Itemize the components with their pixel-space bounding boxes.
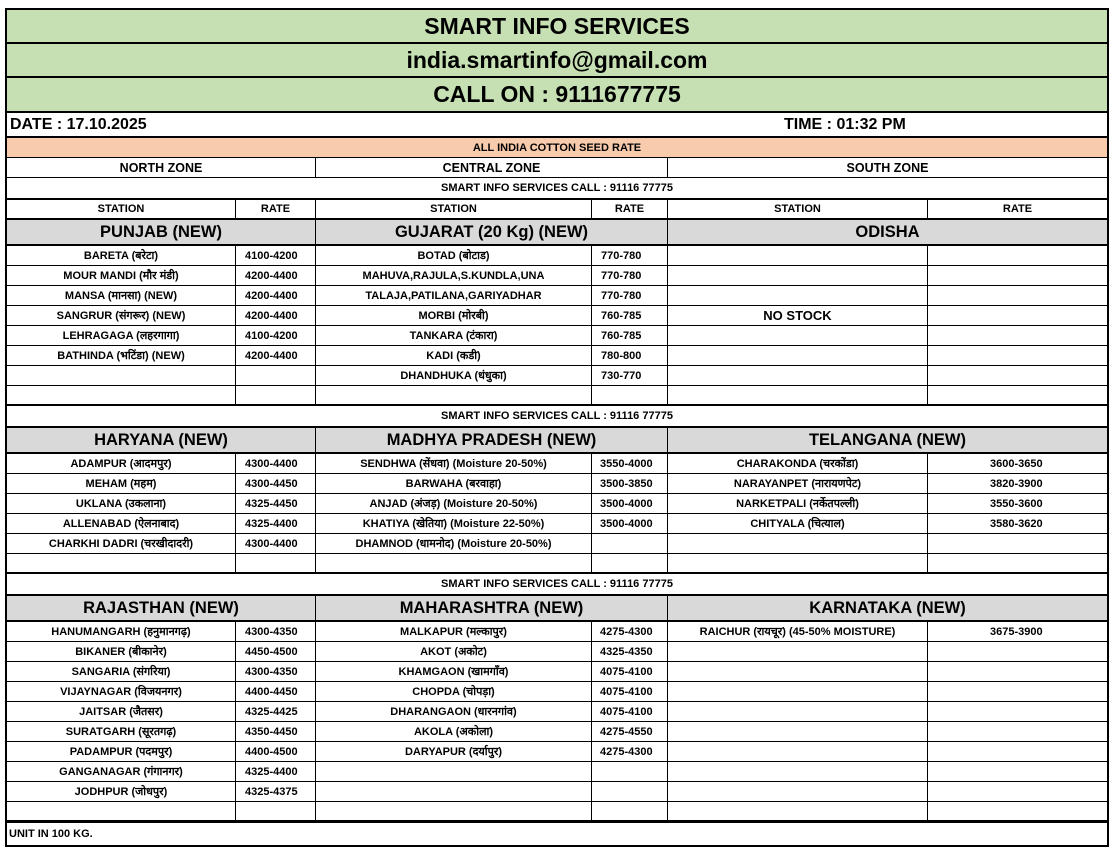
central-station-cell: DARYAPUR (दर्यापुर) [316,742,592,761]
unit-note: UNIT IN 100 KG. [7,822,1107,845]
state-name: MADHYA PRADESH (NEW) [316,428,668,452]
south-rate-cell [928,326,1107,345]
central-station-cell [316,554,592,572]
south-rate-cell [928,266,1107,285]
central-station-cell: SENDHWA (सेंधवा) (Moisture 20-50%) [316,454,592,473]
central-rate-cell [592,802,668,820]
table-row [7,782,1107,802]
north-rate-cell: 4325-4400 [236,762,316,781]
north-rate-cell: 4325-4425 [236,702,316,721]
north-station-cell: MEHAM (महम) [7,474,236,493]
south-station-cell [668,742,928,761]
call-number: CALL ON : 9111677775 [7,78,1107,113]
south-rate-cell [928,702,1107,721]
north-rate-cell: 4325-4400 [236,514,316,533]
table-row [7,246,1107,266]
north-rate-cell: 4325-4450 [236,494,316,513]
north-rate-cell: 4325-4375 [236,782,316,801]
north-station-cell [7,386,236,404]
state-name: RAJASTHAN (NEW) [7,596,316,620]
table-row [7,326,1107,346]
north-rate-cell: 4350-4450 [236,722,316,741]
north-rate-cell: 4400-4450 [236,682,316,701]
central-station-cell [316,802,592,820]
north-rate-cell: 4100-4200 [236,246,316,265]
central-rate-cell: 770-780 [592,286,668,305]
call-banner: SMART INFO SERVICES CALL : 91116 77775 [7,178,1107,200]
central-rate-cell: 4275-4300 [592,742,668,761]
table-row [7,534,1107,554]
north-station-cell: BARETA (बरेटा) [7,246,236,265]
north-rate-cell: 4200-4400 [236,286,316,305]
central-station-cell: AKOLA (अकोला) [316,722,592,741]
north-rate-cell: 4300-4350 [236,622,316,641]
north-rate-cell: 4300-4400 [236,454,316,473]
north-station-cell [7,554,236,572]
table-row [7,346,1107,366]
state-name: KARNATAKA (NEW) [809,598,966,617]
north-station-cell: HANUMANGARH (हनुमानगढ़) [7,622,236,641]
north-station-cell: BATHINDA (भटिंडा) (NEW) [7,346,236,365]
central-rate-cell: 3500-4000 [592,514,668,533]
state-name: GUJARAT (20 Kg) (NEW) [316,220,668,244]
central-rate-cell: 3550-4000 [592,454,668,473]
sections-container [7,178,1107,822]
table-row [7,642,1107,662]
sheet-title-row [7,138,1107,158]
south-rate-cell [928,642,1107,661]
south-rate-cell [928,682,1107,701]
central-rate-cell: 760-785 [592,326,668,345]
south-station-cell [668,662,928,681]
south-rate-cell [928,306,1107,325]
table-row [7,286,1107,306]
north-rate-cell [236,802,316,820]
south-rate-cell: 3820-3900 [990,477,1043,490]
company-name: SMART INFO SERVICES [7,10,1107,44]
zone-south: SOUTH ZONE [846,160,929,175]
email-address: india.smartinfo@gmail.com [7,44,1107,78]
central-station-cell [316,386,592,404]
south-rate-cell [928,554,1107,572]
zone-central: CENTRAL ZONE [316,158,668,177]
central-station-cell: DHAMNOD (धामनोद) (Moisture 20-50%) [316,534,592,553]
central-rate-cell: 780-800 [592,346,668,365]
south-rate-cell [928,662,1107,681]
south-rate-cell [928,246,1107,265]
north-rate-cell: 4200-4400 [236,346,316,365]
south-rate-cell [928,534,1107,553]
north-rate-cell: 4300-4350 [236,662,316,681]
south-station-cell: RAICHUR (रायचूर) (45-50% MOISTURE) [668,622,928,641]
south-station-cell: NARAYANPET (नारायणपेट) [668,474,928,493]
south-station-cell: NO STOCK [668,306,928,325]
central-station-cell [316,782,592,801]
central-rate-cell: 4075-4100 [592,702,668,721]
central-rate-cell: 4325-4350 [592,642,668,661]
table-row [7,662,1107,682]
state-header-row [7,428,1107,454]
south-rate-cell [928,782,1107,801]
central-rate-cell: 770-780 [592,266,668,285]
column-header-south-rate: RATE [1002,203,1033,215]
central-station-cell: TANKARA (टंकारा) [316,326,592,345]
column-header-north-rate: RATE [236,200,316,218]
call-banner: SMART INFO SERVICES CALL : 91116 77775 [7,574,1107,596]
table-row [7,266,1107,286]
column-header-north-station: STATION [7,200,236,218]
south-station-cell: CHARAKONDA (चरकोंडा) [668,454,928,473]
table-row [7,454,1107,474]
south-station-cell [668,266,928,285]
north-rate-cell: 4400-4500 [236,742,316,761]
south-station-cell [668,366,928,385]
call-banner: SMART INFO SERVICES CALL : 91116 77775 [7,406,1107,428]
central-station-cell: DHARANGAON (धारनगांव) [316,702,592,721]
central-station-cell: KADI (कडी) [316,346,592,365]
south-rate-cell: 3600-3650 [990,457,1043,470]
table-row [7,802,1107,822]
north-station-cell: LEHRAGAGA (लहरगागा) [7,326,236,345]
table-row [7,306,1107,326]
state-name: PUNJAB (NEW) [7,220,316,244]
north-station-cell: SURATGARH (सूरतगढ़) [7,722,236,741]
north-station-cell: MOUR MANDI (मौर मंडी) [7,266,236,285]
north-station-cell: GANGANAGAR (गंगानगर) [7,762,236,781]
central-rate-cell: 4275-4300 [592,622,668,641]
south-station-cell [668,326,928,345]
central-station-cell: MALKAPUR (मल्कापुर) [316,622,592,641]
table-row [7,722,1107,742]
table-row [7,366,1107,386]
south-station-cell: NARKETPALI (नर्केतपल्ली) [668,494,928,513]
central-rate-cell: 770-780 [592,246,668,265]
central-station-cell: AKOT (अकोट) [316,642,592,661]
table-row [7,682,1107,702]
central-rate-cell [592,386,668,404]
south-rate-cell [928,346,1107,365]
north-rate-cell: 4100-4200 [236,326,316,345]
state-name: TELANGANA (NEW) [808,430,967,449]
central-rate-cell [592,782,668,801]
central-rate-cell: 4075-4100 [592,662,668,681]
date-time-row [7,113,1107,138]
table-row [7,514,1107,534]
table-row [7,742,1107,762]
central-rate-cell: 3500-3850 [592,474,668,493]
south-station-cell [668,782,928,801]
state-name: HARYANA (NEW) [7,428,316,452]
south-rate-cell [928,386,1107,404]
south-station-cell [668,762,928,781]
south-station-cell [668,346,928,365]
north-rate-cell [236,554,316,572]
north-station-cell [7,802,236,820]
north-rate-cell: 4450-4500 [236,642,316,661]
table-row [7,386,1107,406]
zone-north: NORTH ZONE [7,158,316,177]
north-rate-cell: 4200-4400 [236,306,316,325]
central-station-cell: CHOPDA (चोपड़ा) [316,682,592,701]
north-station-cell: SANGRUR (संगरूर) (NEW) [7,306,236,325]
table-row [7,702,1107,722]
central-station-cell: KHAMGAON (खामगाँव) [316,662,592,681]
north-station-cell: VIJAYNAGAR (विजयनगर) [7,682,236,701]
central-station-cell: KHATIYA (खेतिया) (Moisture 22-50%) [316,514,592,533]
column-header-central-station: STATION [316,200,592,218]
south-rate-cell: 3580-3620 [990,517,1043,530]
central-station-cell: ANJAD (अंजड़) (Moisture 20-50%) [316,494,592,513]
north-rate-cell [236,366,316,385]
south-station-cell [668,702,928,721]
south-station-cell [668,554,928,572]
north-rate-cell [236,386,316,404]
state-header-row [7,596,1107,622]
north-station-cell: JAITSAR (जैतसर) [7,702,236,721]
column-header-row [7,200,1107,220]
north-station-cell: PADAMPUR (पदमपुर) [7,742,236,761]
north-rate-cell: 4300-4400 [236,534,316,553]
central-rate-cell [592,762,668,781]
central-station-cell [316,762,592,781]
time-label: TIME : 01:32 PM [784,115,906,133]
south-rate-cell [928,722,1107,741]
south-rate-cell [928,366,1107,385]
central-rate-cell: 4075-4100 [592,682,668,701]
central-rate-cell: 760-785 [592,306,668,325]
column-header-central-rate: RATE [592,200,668,218]
south-rate-cell [928,286,1107,305]
south-rate-cell [928,742,1107,761]
table-row [7,762,1107,782]
table-row [7,554,1107,574]
central-station-cell: BOTAD (बोटाड) [316,246,592,265]
central-station-cell: DHANDHUKA (धंधुका) [316,366,592,385]
central-station-cell: TALAJA,PATILANA,GARIYADHAR [316,286,592,305]
central-station-cell: MORBI (मोरबी) [316,306,592,325]
north-station-cell: ALLENABAD (ऐलनाबाद) [7,514,236,533]
zone-row [7,158,1107,178]
north-rate-cell: 4300-4450 [236,474,316,493]
state-name: ODISHA [855,222,920,241]
north-station-cell: ADAMPUR (आदमपुर) [7,454,236,473]
south-station-cell [668,722,928,741]
south-station-cell [668,642,928,661]
central-rate-cell: 3500-4000 [592,494,668,513]
south-rate-cell: 3675-3900 [990,625,1043,638]
central-station-cell: BARWAHA (बरवाहा) [316,474,592,493]
south-station-cell [668,802,928,820]
central-rate-cell: 4275-4550 [592,722,668,741]
south-rate-cell [928,762,1107,781]
rate-sheet [5,8,1109,847]
table-row [7,494,1107,514]
sheet-title: ALL INDIA COTTON SEED RATE [472,141,642,154]
central-rate-cell [592,534,668,553]
north-station-cell: CHARKHI DADRI (चरखीदादरी) [7,534,236,553]
south-station-cell: CHITYALA (चित्याल) [668,514,928,533]
north-station-cell: MANSA (मानसा) (NEW) [7,286,236,305]
south-station-cell [668,386,928,404]
north-station-cell: SANGARIA (संगरिया) [7,662,236,681]
south-station-cell [668,682,928,701]
south-rate-cell [928,802,1107,820]
state-header-row [7,220,1107,246]
south-station-cell [668,286,928,305]
state-name: MAHARASHTRA (NEW) [316,596,668,620]
table-row [7,474,1107,494]
south-station-cell [668,534,928,553]
north-station-cell: JODHPUR (जोधपुर) [7,782,236,801]
north-station-cell [7,366,236,385]
south-rate-cell: 3550-3600 [990,497,1043,510]
north-rate-cell: 4200-4400 [236,266,316,285]
central-rate-cell [592,554,668,572]
date-label: DATE : 17.10.2025 [10,115,147,133]
central-rate-cell: 730-770 [592,366,668,385]
column-header-south-station: STATION [668,200,928,218]
north-station-cell: UKLANA (उकलाना) [7,494,236,513]
north-station-cell: BIKANER (बीकानेर) [7,642,236,661]
central-station-cell: MAHUVA,RAJULA,S.KUNDLA,UNA [316,266,592,285]
south-station-cell [668,246,928,265]
table-row [7,622,1107,642]
